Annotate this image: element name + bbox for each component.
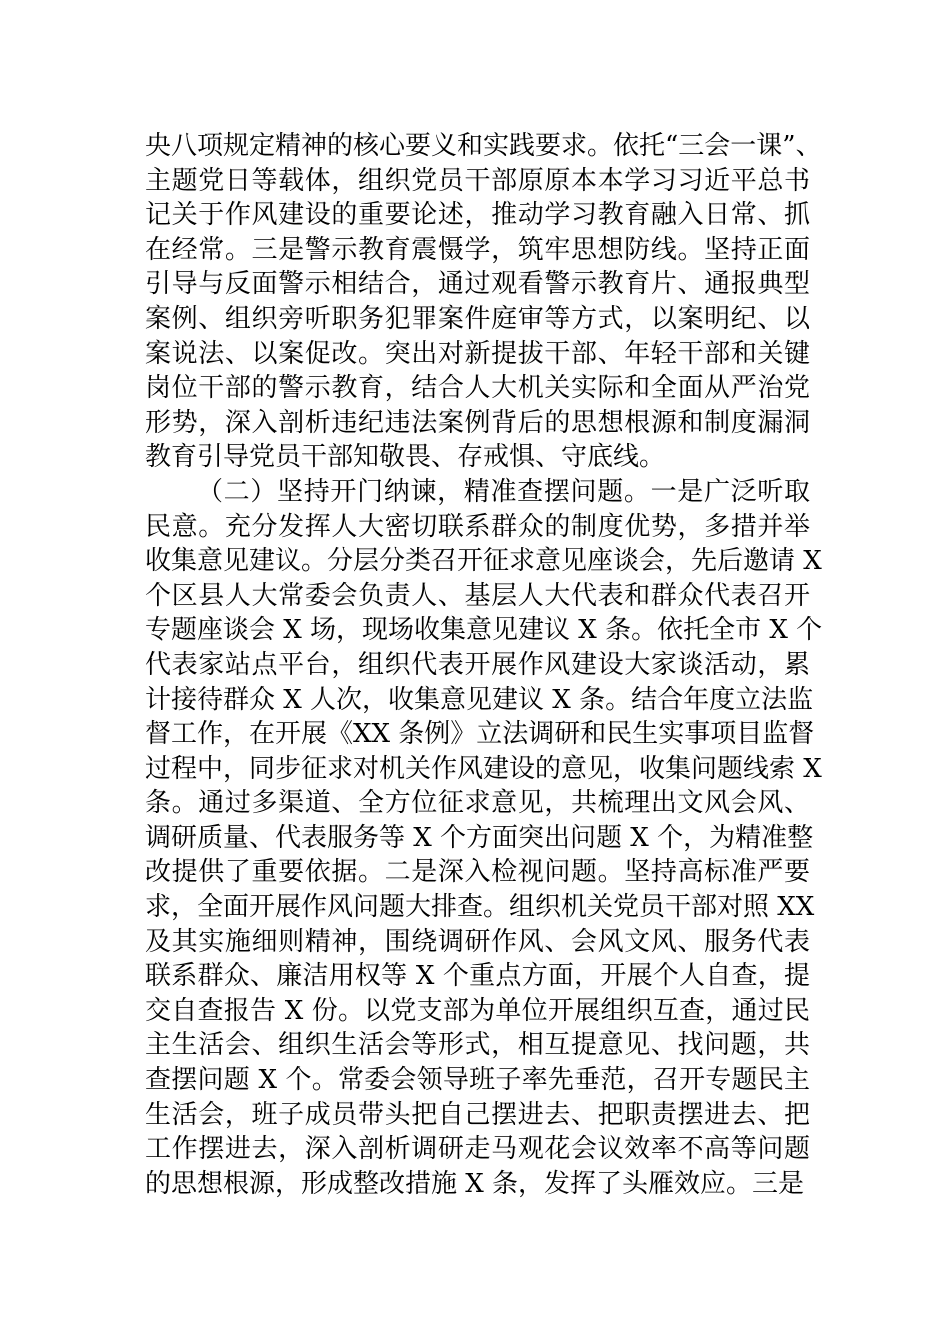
text-line: 的思想根源，形成整改措施 X 条，发挥了头雁效应。三是	[145, 1168, 805, 1199]
text-line: 及其实施细则精神，围绕调研作风、会风文风、服务代表	[145, 926, 810, 957]
paragraph-1	[145, 129, 822, 475]
text-line: 案例、组织旁听职务犯罪案件庭审等方式，以案明纪、以	[145, 303, 810, 334]
text-line: 改提供了重要依据。二是深入检视问题。坚持高标准严要	[145, 857, 810, 888]
text-line: 过程中，同步征求对机关作风建设的意见，收集问题线索 X	[145, 753, 822, 784]
text-line: 个区县人大常委会负责人、基层人大代表和群众代表召开	[145, 580, 810, 611]
text-line: 岗位干部的警示教育，结合人大机关实际和全面从严治党	[145, 373, 810, 404]
text-line: 收集意见建议。分层分类召开征求意见座谈会，先后邀请 X	[145, 546, 822, 577]
text-line: 教育引导党员干部知敬畏、存戒惧、守底线。	[145, 442, 666, 473]
text-line: 条。通过多渠道、全方位征求意见，共梳理出文风会风、	[145, 788, 810, 819]
text-line: 工作摆进去，深入剖析调研走马观花会议效率不高等问题	[145, 1134, 810, 1165]
text-line: 求，全面开展作风问题大排查。组织机关党员干部对照 XX	[145, 892, 815, 923]
text-line: 代表家站点平台，组织代表开展作风建设大家谈活动，累	[145, 649, 810, 680]
text-line: 交自查报告 X 份。以党支部为单位开展组织互查，通过民	[145, 995, 810, 1026]
text-line: 计接待群众 X 人次，收集意见建议 X 条。结合年度立法监	[145, 684, 814, 715]
text-line: 主生活会、组织生活会等形式，相互提意见、找问题，共	[145, 1030, 810, 1061]
text-line: 在经常。三是警示教育震慑学，筑牢思想防线。坚持正面	[145, 234, 810, 265]
text-line: 引导与反面警示相结合，通过观看警示教育片、通报典型	[145, 269, 810, 300]
text-line: 生活会，班子成员带头把自己摆进去、把职责摆进去、把	[145, 1099, 810, 1130]
text-line: （二）坚持开门纳谏，精准查摆问题。一是广泛听取	[197, 476, 810, 507]
paragraph-2	[145, 475, 823, 1201]
document-body	[145, 129, 823, 1201]
text-line: 央八项规定精神的核心要义和实践要求。依托“三会一课”、	[145, 131, 822, 161]
text-line: 查摆问题 X 个。常委会领导班子率先垂范，召开专题民主	[145, 1065, 810, 1096]
text-line: 督工作，在开展《XX 条例》立法调研和民生实事项目监督	[145, 719, 815, 750]
text-line: 主题党日等载体，组织党员干部原原本本学习习近平总书	[145, 165, 810, 196]
text-line: 联系群众、廉洁用权等 X 个重点方面，开展个人自查，提	[145, 961, 810, 992]
text-line: 案说法、以案促改。突出对新提拔干部、年轻干部和关键	[145, 338, 810, 369]
text-line: 专题座谈会 X 场，现场收集意见建议 X 条。依托全市 X 个	[145, 615, 823, 646]
text-line: 记关于作风建设的重要论述，推动学习教育融入日常、抓	[145, 200, 810, 231]
text-line: 民意。充分发挥人大密切联系群众的制度优势，多措并举	[145, 511, 810, 542]
text-line: 调研质量、代表服务等 X 个方面突出问题 X 个，为精准整	[145, 822, 814, 853]
text-line: 形势，深入剖析违纪违法案例背后的思想根源和制度漏洞	[145, 407, 810, 438]
